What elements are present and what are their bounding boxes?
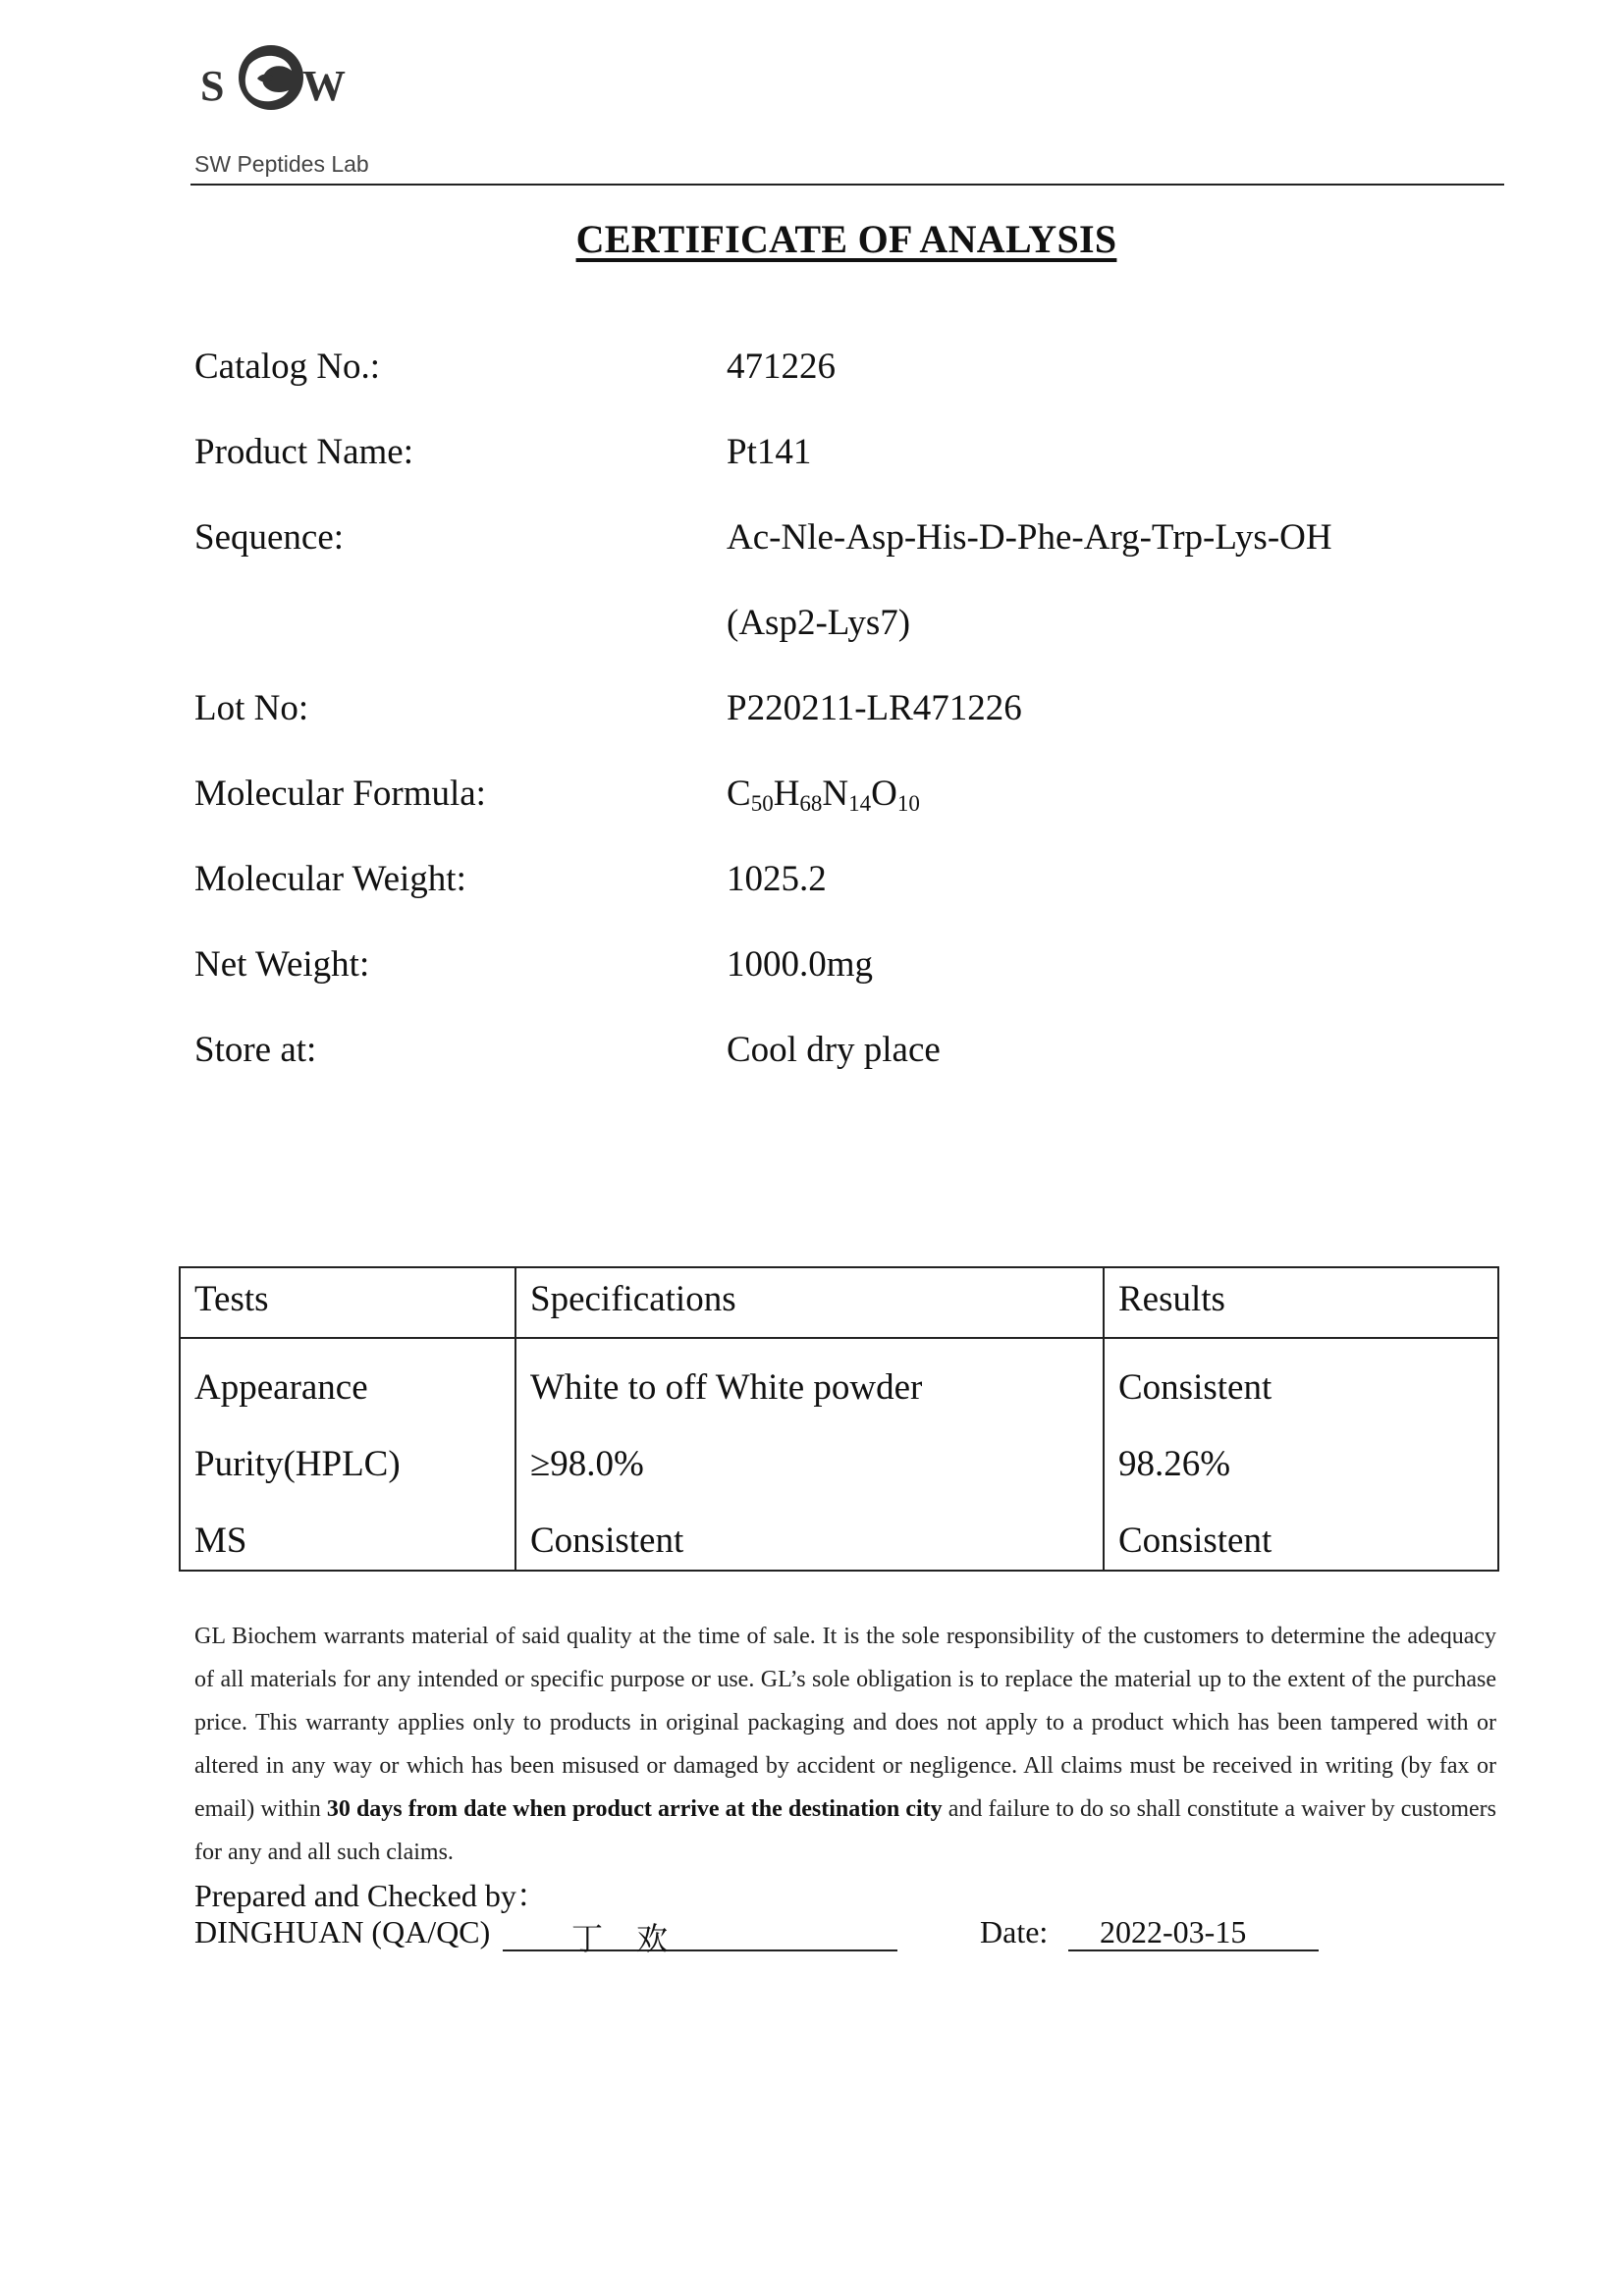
table-header-results: Results: [1118, 1279, 1225, 1319]
svg-text:W: W: [302, 62, 346, 110]
lot-value: P220211-LR471226: [727, 688, 1022, 728]
formula-label: Molecular Formula:: [194, 774, 486, 814]
sequence-value: Ac-Nle-Asp-His-D-Phe-Arg-Trp-Lys-OH: [727, 517, 1332, 558]
sequence-label: Sequence:: [194, 517, 345, 558]
document-title: CERTIFICATE OF ANALYSIS: [575, 217, 1117, 261]
results-table: [179, 1266, 1499, 1572]
table-cell: Purity(HPLC): [194, 1444, 401, 1484]
signature-line: [503, 1914, 897, 1957]
sequence-value-note: (Asp2-Lys7): [727, 603, 911, 643]
table-cell: ≥98.0%: [530, 1444, 644, 1484]
svg-text:S: S: [200, 62, 225, 110]
table-cell: Appearance: [194, 1367, 368, 1408]
header-divider: [190, 184, 1504, 186]
table-cell: White to off White powder: [530, 1367, 923, 1408]
storage-label: Store at:: [194, 1030, 317, 1070]
table-header-divider: [181, 1337, 1497, 1339]
table-cell: MS: [194, 1521, 247, 1561]
table-cell: 98.26%: [1118, 1444, 1231, 1484]
date-value: 2022-03-15: [1100, 1914, 1247, 1949]
company-logo: [192, 33, 379, 177]
mw-value: 1025.2: [727, 859, 827, 899]
lot-label: Lot No:: [194, 688, 309, 728]
table-header-tests: Tests: [194, 1279, 269, 1319]
formula-value: $C_{50}H_{68}N_{14}O_{10}$: [727, 774, 920, 816]
date-label: Date:: [980, 1914, 1049, 1949]
table-cell: Consistent: [1118, 1367, 1272, 1408]
warranty-paragraph: [194, 1615, 1496, 1874]
product-name-label: Product Name:: [194, 432, 413, 472]
product-name-value: Pt141: [727, 432, 812, 472]
logo-emblem-icon: [192, 33, 350, 122]
table-header-specifications: Specifications: [530, 1279, 736, 1319]
mw-label: Molecular Weight:: [194, 859, 466, 899]
signature: 丁 欢: [571, 1920, 680, 1957]
signer-name: DINGHUAN (QA/QC): [194, 1914, 491, 1949]
warranty-text-end: and failure to do so shall constitute a waiver by customers for any and all such claims.: [194, 1796, 1497, 1865]
table-divider: [514, 1268, 516, 1570]
table-cell: Consistent: [1118, 1521, 1272, 1561]
table-cell: Consistent: [530, 1521, 684, 1561]
net-weight-value: 1000.0mg: [727, 944, 874, 985]
table-divider: [1103, 1268, 1105, 1570]
date-line: [1068, 1914, 1319, 1951]
net-weight-label: Net Weight:: [194, 944, 370, 985]
warranty-emphasis: 30 days from date when product arrive at the destination city: [326, 1796, 943, 1822]
logo-text: SW Peptides Lab: [194, 151, 369, 177]
storage-value: Cool dry place: [727, 1030, 941, 1070]
catalog-value: 471226: [727, 347, 836, 387]
warranty-text: GL Biochem warrants material of said quality at the time of sale. It is the sole responsibility of the customers to determine the adequacy of all materials for any intended or specific purpose or use. GL’s sole obligation is to replace the material up to the extent of the purchase price. This warranty applies only to products in original packaging and does not apply to a product which has been tampered with or altered in any way or which has been misused or damaged by accident or negligence. All claims must be received in writing (by fax or email) within: [194, 1624, 1496, 1822]
catalog-label: Catalog No.:: [194, 347, 381, 387]
prepared-label: Prepared and Checked by：: [194, 1878, 548, 1913]
